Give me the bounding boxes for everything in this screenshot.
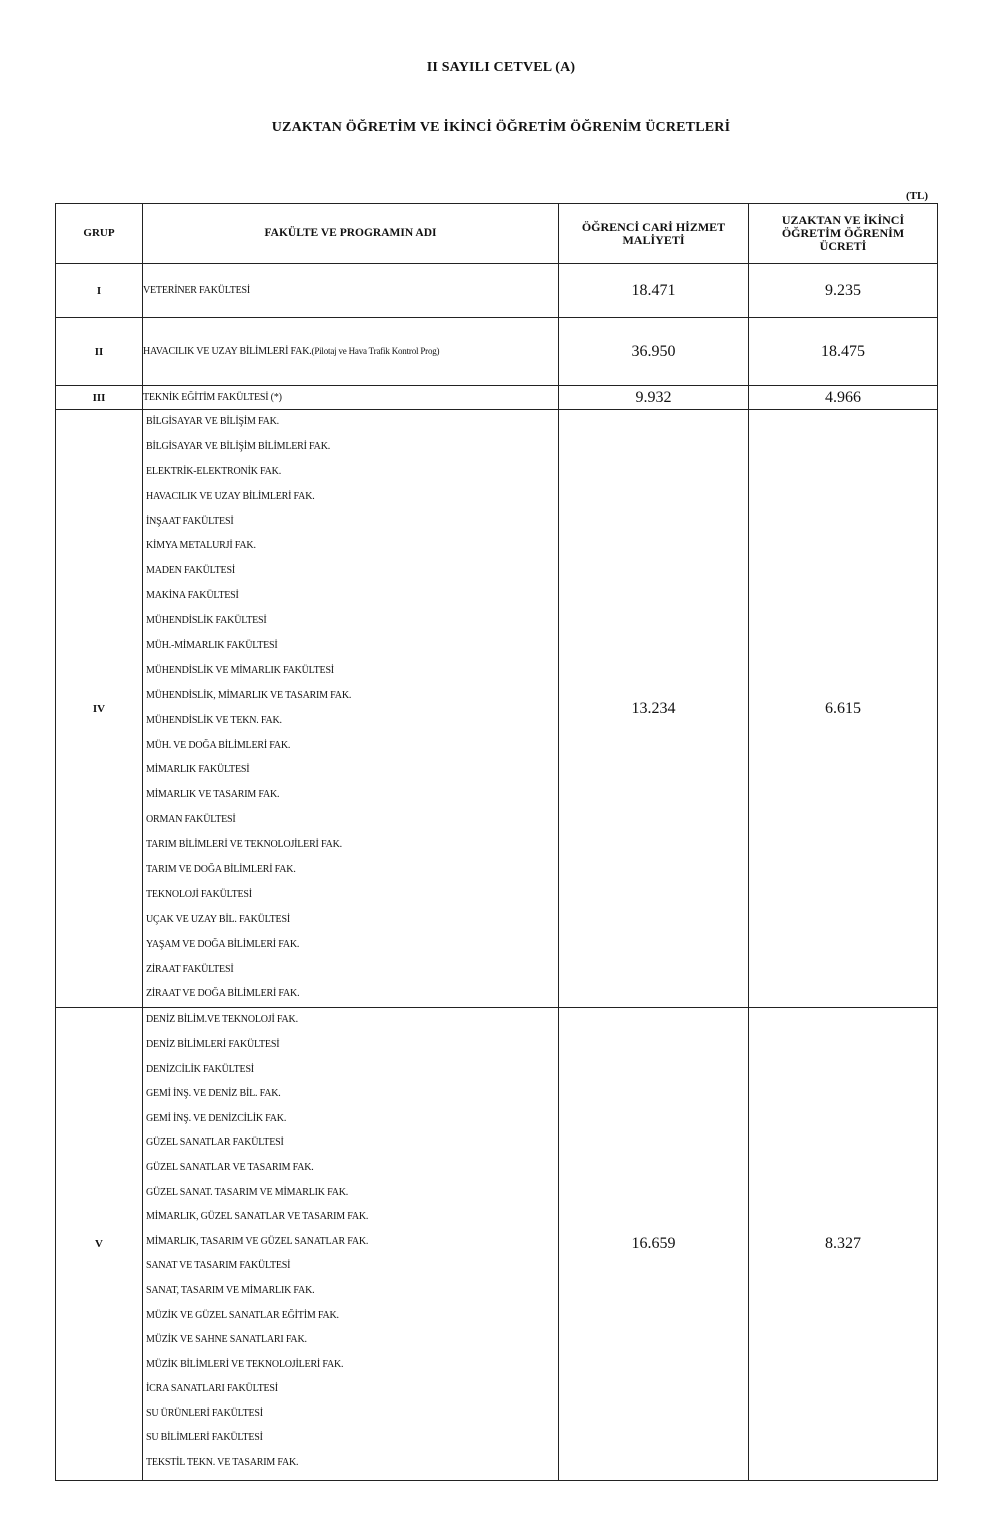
- table-row-group-4: [56, 410, 938, 1008]
- faculty-cell: [143, 318, 559, 386]
- list-item: MADEN FAKÜLTESİ: [146, 565, 235, 577]
- ucret-cell: 4.966: [749, 386, 938, 410]
- table-row-group-5: [56, 1008, 938, 1481]
- list-item: MÜH.-MİMARLIK FAKÜLTESİ: [146, 640, 278, 652]
- list-item: ZİRAAT FAKÜLTESİ: [146, 963, 234, 975]
- fee-table: [55, 203, 938, 1481]
- ucret-cell: 8.327: [749, 1008, 938, 1481]
- list-item: TARIM VE DOĞA BİLİMLERİ FAK.: [146, 864, 296, 876]
- list-item: İCRA SANATLARI FAKÜLTESİ: [146, 1383, 278, 1395]
- faculty-name: HAVACILIK VE UZAY BİLİMLERİ FAK.: [143, 346, 312, 357]
- list-item: MİMARLIK FAKÜLTESİ: [146, 764, 250, 776]
- header-ucret-line2: ÖĞRETİM ÖĞRENİM: [781, 226, 905, 240]
- list-item: MİMARLIK, TASARIM VE GÜZEL SANATLAR FAK.: [146, 1235, 369, 1247]
- list-item: SANAT VE TASARIM FAKÜLTESİ: [146, 1260, 291, 1272]
- list-item: MİMARLIK, GÜZEL SANATLAR VE TASARIM FAK.: [146, 1211, 369, 1223]
- faculty-list-cell: [143, 410, 559, 1008]
- list-item: ELEKTRİK-ELEKTRONİK FAK.: [146, 465, 281, 477]
- faculty-list: [143, 1008, 558, 1475]
- list-item: UÇAK VE UZAY BİL. FAKÜLTESİ: [146, 913, 290, 925]
- header-ucret-line3: ÜCRETİ: [819, 239, 867, 253]
- document-subtitle: UZAKTAN ÖĞRETİM VE İKİNCİ ÖĞRETİM ÖĞRENİM ÜCRETLERİ: [271, 120, 731, 135]
- list-item: ZİRAAT VE DOĞA BİLİMLERİ FAK.: [146, 988, 300, 1000]
- maliyet-cell: 36.950: [559, 318, 749, 386]
- list-item: MÜH. VE DOĞA BİLİMLERİ FAK.: [146, 739, 291, 751]
- table-row-group-1: [56, 264, 938, 318]
- list-item: MÜHENDİSLİK, MİMARLIK VE TASARIM FAK.: [146, 689, 352, 701]
- faculty-cell: TEKNİK EĞİTİM FAKÜLTESİ (*): [143, 386, 559, 410]
- list-item: ORMAN FAKÜLTESİ: [146, 814, 236, 826]
- list-item: SU BİLİMLERİ FAKÜLTESİ: [146, 1432, 263, 1444]
- list-item: KİMYA METALURJİ FAK.: [146, 540, 256, 552]
- maliyet-cell: 18.471: [559, 264, 749, 318]
- grup-cell: V: [56, 1008, 143, 1481]
- table-row-group-3: [56, 386, 938, 410]
- list-item: BİLGİSAYAR VE BİLİŞİM FAK.: [146, 416, 279, 427]
- list-item: MÜHENDİSLİK VE TEKN. FAK.: [146, 714, 282, 726]
- list-item: GEMİ İNŞ. VE DENİZCİLİK FAK.: [146, 1112, 287, 1124]
- list-item: MAKİNA FAKÜLTESİ: [146, 590, 239, 602]
- list-item: TEKSTİL TEKN. VE TASARIM FAK.: [146, 1457, 299, 1469]
- faculty-cell: VETERİNER FAKÜLTESİ: [143, 264, 559, 318]
- list-item: BİLGİSAYAR VE BİLİŞİM BİLİMLERİ FAK.: [146, 440, 331, 452]
- list-item: MÜZİK VE GÜZEL SANATLAR EĞİTİM FAK.: [146, 1309, 339, 1321]
- header-row: [56, 204, 938, 264]
- header-ucret: [749, 204, 938, 264]
- header-grup: GRUP: [56, 204, 143, 264]
- maliyet-cell: 9.932: [559, 386, 749, 410]
- header-maliyet-line1: ÖĞRENCİ CARİ HİZMET: [581, 219, 726, 234]
- faculty-note: (Pilotaj ve Hava Trafik Kontrol Prog): [311, 346, 440, 356]
- grup-cell: II: [56, 318, 143, 386]
- header-maliyet: [559, 204, 749, 264]
- list-item: GÜZEL SANATLAR FAKÜLTESİ: [146, 1137, 284, 1149]
- currency-unit: (TL): [906, 190, 928, 202]
- list-item: DENİZ BİLİM.VE TEKNOLOJİ FAK.: [146, 1014, 298, 1026]
- faculty-list-cell: [143, 1008, 559, 1481]
- list-item: TARIM BİLİMLERİ VE TEKNOLOJİLERİ FAK.: [146, 839, 342, 851]
- list-item: SANAT, TASARIM VE MİMARLIK FAK.: [146, 1284, 315, 1296]
- list-item: MÜHENDİSLİK VE MİMARLIK FAKÜLTESİ: [146, 664, 334, 676]
- list-item: SU ÜRÜNLERİ FAKÜLTESİ: [146, 1407, 263, 1419]
- list-item: GÜZEL SANAT. TASARIM VE MİMARLIK FAK.: [146, 1186, 349, 1198]
- list-item: İNŞAAT FAKÜLTESİ: [146, 515, 234, 527]
- header-fakulte: FAKÜLTE VE PROGRAMIN ADI: [143, 204, 559, 264]
- maliyet-cell: 13.234: [559, 410, 749, 1008]
- list-item: YAŞAM VE DOĞA BİLİMLERİ FAK.: [146, 938, 300, 950]
- list-item: HAVACILIK VE UZAY BİLİMLERİ FAK.: [146, 490, 315, 502]
- maliyet-cell: 16.659: [559, 1008, 749, 1481]
- document-title: II SAYILI CETVEL (A): [426, 60, 576, 75]
- list-item: GEMİ İNŞ. VE DENİZ BİL. FAK.: [146, 1088, 281, 1100]
- grup-cell: I: [56, 264, 143, 318]
- ucret-cell: 9.235: [749, 264, 938, 318]
- header-ucret-line1: UZAKTAN VE İKİNCİ: [781, 213, 905, 227]
- faculty-list: [143, 410, 558, 1007]
- list-item: MİMARLIK VE TASARIM FAK.: [146, 789, 280, 801]
- grup-cell: IV: [56, 410, 143, 1008]
- grup-cell: III: [56, 386, 143, 410]
- list-item: GÜZEL SANATLAR VE TASARIM FAK.: [146, 1161, 314, 1173]
- list-item: MÜHENDİSLİK FAKÜLTESİ: [146, 615, 267, 627]
- table-row-group-2: [56, 318, 938, 386]
- list-item: DENİZCİLİK FAKÜLTESİ: [146, 1063, 254, 1075]
- ucret-cell: 6.615: [749, 410, 938, 1008]
- ucret-cell: 18.475: [749, 318, 938, 386]
- list-item: TEKNOLOJİ FAKÜLTESİ: [146, 888, 252, 900]
- list-item: MÜZİK VE SAHNE SANATLARI FAK.: [146, 1334, 307, 1346]
- list-item: DENİZ BİLİMLERİ FAKÜLTESİ: [146, 1038, 280, 1050]
- header-maliyet-line2: MALİYETİ: [622, 232, 685, 247]
- list-item: MÜZİK BİLİMLERİ VE TEKNOLOJİLERİ FAK.: [146, 1358, 344, 1370]
